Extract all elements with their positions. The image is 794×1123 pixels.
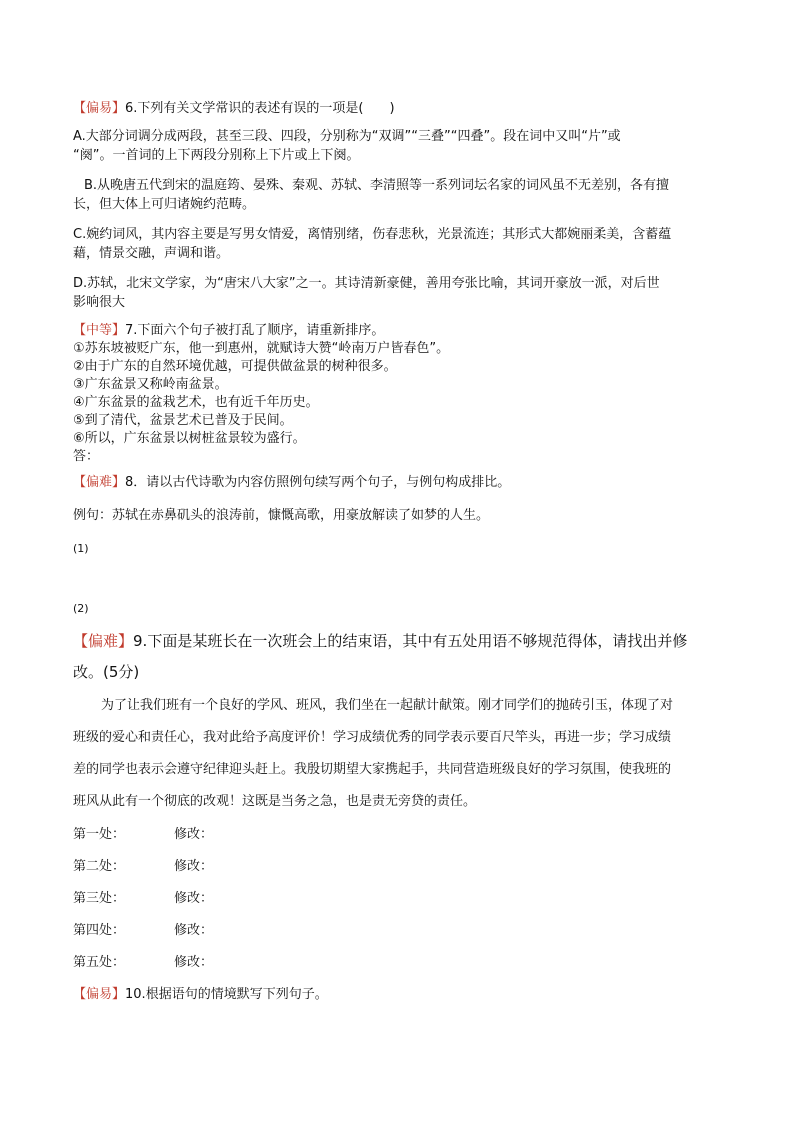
q7-heading <box>73 322 384 340</box>
difficulty-tag: 【偏易】 <box>73 101 126 116</box>
q9-answer-row <box>73 922 213 940</box>
answer-fix-label: 修改： <box>174 827 214 842</box>
difficulty-tag: 【偏难】 <box>73 632 134 650</box>
answer-location-label: 第二处： <box>73 859 126 874</box>
q7-sentence-5: ⑤到了清代，盆景艺术已普及于民间。 <box>73 413 293 428</box>
q8-example: 例句：苏轼在赤鼻矶头的浪涛前，慷慨高歌，用豪放解读了如梦的人生。 <box>73 508 490 523</box>
q9-paragraph-line-3: 差的同学也表示会遵守纪律迎头赶上。我殷切期望大家携起手，共同营造班级良好的学习氛围，使我班的 <box>73 762 672 777</box>
q9-answer-row <box>73 890 213 908</box>
difficulty-tag: 【偏易】 <box>73 987 126 1002</box>
difficulty-tag: 【中等】 <box>73 323 126 338</box>
q9-heading <box>73 630 687 652</box>
answer-fix-label: 修改： <box>174 859 214 874</box>
q8-heading <box>73 474 510 492</box>
question-title: 6.下列有关文学常识的表述有误的一项是( ) <box>125 101 395 116</box>
q7-sentence-4: ④广东盆景的盆栽艺术，也有近千年历史。 <box>73 395 319 410</box>
q6-option-a-cont: “阕”。一首词的上下两段分别称上下片或上下阕。 <box>73 148 360 163</box>
answer-location-label: 第四处： <box>73 923 126 938</box>
question-title: 10.根据语句的情境默写下列句子。 <box>125 987 328 1002</box>
q7-sentence-6: ⑥所以，广东盆景以树桩盆景较为盛行。 <box>73 431 306 446</box>
q10-heading <box>73 986 328 1004</box>
q7-sentence-2: ②由于广东的自然环境优越，可提供做盆景的树种很多。 <box>73 359 397 374</box>
q9-answer-row <box>73 954 213 972</box>
q9-answer-row <box>73 826 213 844</box>
q6-option-b-cont: 长，但大体上可归诸婉约范畴。 <box>73 197 256 212</box>
answer-fix-label: 修改： <box>174 923 214 938</box>
answer-fix-label: 修改： <box>174 891 214 906</box>
answer-location-label: 第三处： <box>73 891 126 906</box>
q9-heading-cont: 改。(5分) <box>73 663 140 681</box>
q6-option-c: C.婉约词风，其内容主要是写男女情爱，离情别绪，伤春悲秋，光景流连；其形式大都婉丽柔美，含蓄蕴 <box>73 227 672 242</box>
q9-answer-row <box>73 858 213 876</box>
q8-blank-1: (1) <box>73 542 89 555</box>
q9-paragraph-line-2: 班级的爱心和责任心，我对此给予高度评价！学习成绩优秀的同学表示要百尺竿头，再进一步；学习成绩 <box>73 730 672 745</box>
q7-sentence-1: ①苏东坡被贬广东，他一到惠州，就赋诗大赞“岭南万户皆春色”。 <box>73 341 450 356</box>
q6-option-d: D.苏轼，北宋文学家，为“唐宋八大家”之一。其诗清新豪健，善用夸张比喻，其词开豪放一派，对后世 <box>73 276 660 291</box>
q9-paragraph-line-1: 为了让我们班有一个良好的学风、班风，我们坐在一起献计献策。刚才同学们的抛砖引玉，体现了对 <box>101 698 674 713</box>
question-title: 9.下面是某班长在一次班会上的结束语，其中有五处用语不够规范得体，请找出并修 <box>133 632 688 650</box>
q6-heading <box>73 100 395 118</box>
q7-sentence-3: ③广东盆景又称岭南盆景。 <box>73 377 228 392</box>
answer-location-label: 第一处： <box>73 827 126 842</box>
question-title: 8．请以古代诗歌为内容仿照例句续写两个句子，与例句构成排比。 <box>125 475 511 490</box>
q9-paragraph-line-4: 班风从此有一个彻底的改观！这既是当务之急，也是责无旁贷的责任。 <box>73 794 477 809</box>
q6-option-a: A.大部分词调分成两段，甚至三段、四段，分别称为“双调”“三叠”“四叠”。段在词中又叫“片”或 <box>73 129 621 144</box>
question-title: 7.下面六个句子被打乱了顺序，请重新排序。 <box>125 323 385 338</box>
q6-option-c-cont: 藉，情景交融，声调和谐。 <box>73 246 230 261</box>
q7-answer-label: 答： <box>73 449 100 464</box>
q6-option-b: B.从晚唐五代到宋的温庭筠、晏殊、秦观、苏轼、李清照等一系列词坛名家的词风虽不无差别，各有擅 <box>84 178 670 193</box>
answer-location-label: 第五处： <box>73 955 126 970</box>
q6-option-d-cont: 影响很大 <box>73 295 126 310</box>
difficulty-tag: 【偏难】 <box>73 475 126 490</box>
q8-blank-2: (2) <box>73 602 89 615</box>
answer-fix-label: 修改： <box>174 955 214 970</box>
